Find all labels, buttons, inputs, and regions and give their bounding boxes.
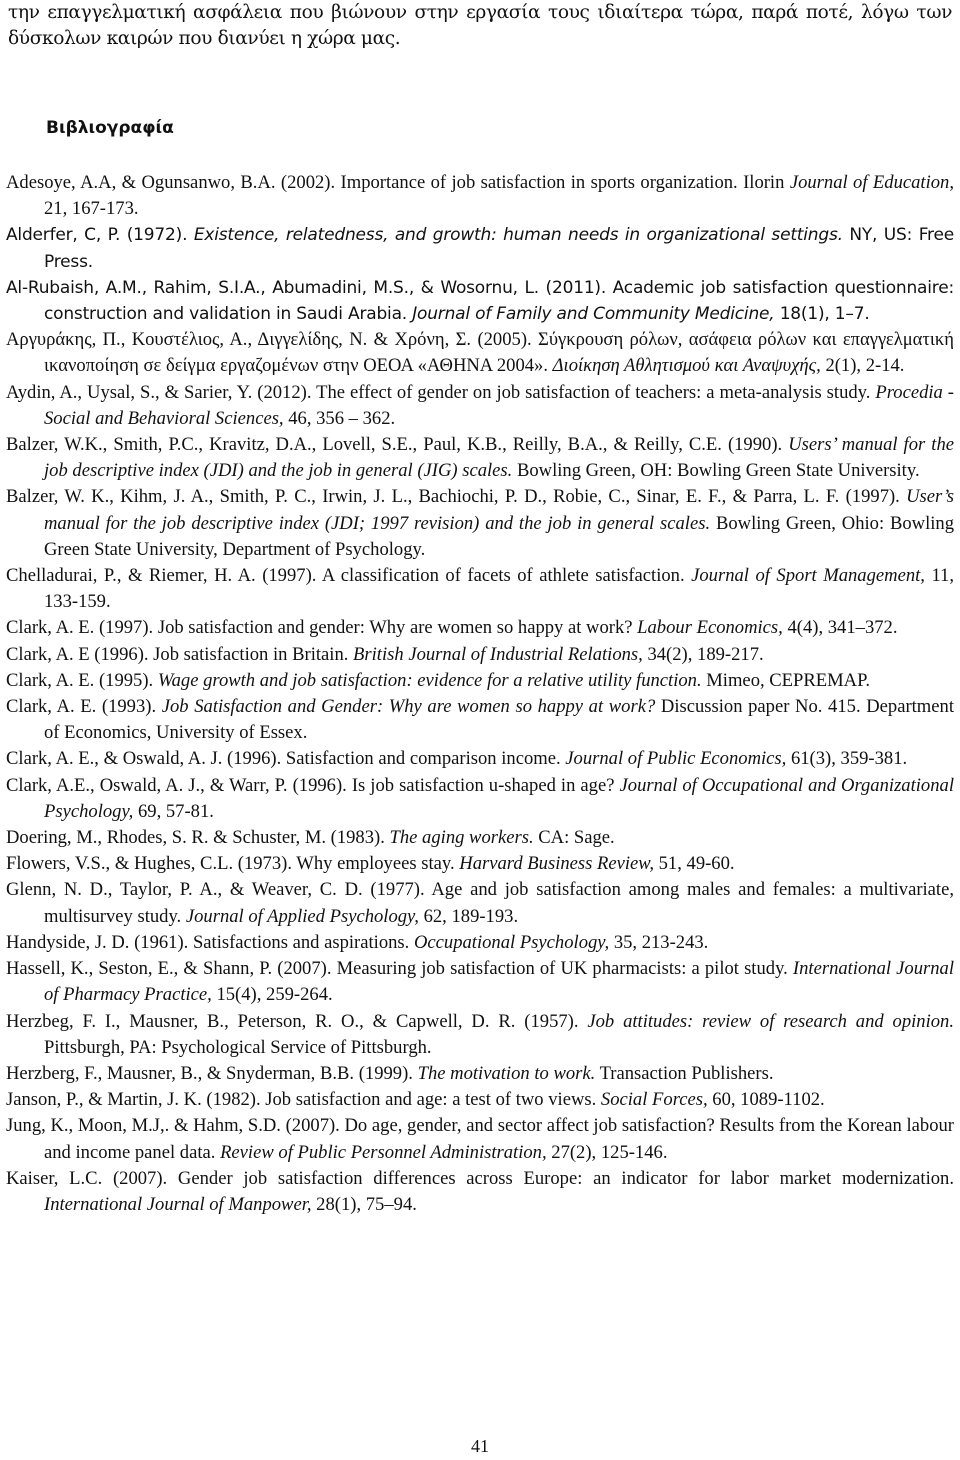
reference-authors-title: Clark, A. E. (1995). xyxy=(6,669,158,691)
reference-entry xyxy=(6,1009,954,1061)
reference-authors-title: Herzberg, F., Mausner, B., & Snyderman, B.B. (1999). xyxy=(6,1062,418,1084)
reference-authors-title: Clark, A. E. (1993). xyxy=(6,696,162,718)
reference-authors-title: Αργυράκης, Π., Κουστέλιος, Α., Διγγελίδης, Ν. & Χρόνη, Σ. (2005). Σύγκρουση ρόλων, ασάφεια ρόλων και επαγγελματική ικανοποίηση σε δείγμα εργαζομένων στην ΟΕΟΑ «ΑΘΗΝΑ 2004». xyxy=(6,329,954,377)
reference-entry xyxy=(6,877,954,929)
reference-details: 27(2), 125-146. xyxy=(546,1141,668,1163)
reference-entry xyxy=(6,930,954,956)
reference-details: 34(2), 189-217. xyxy=(642,643,764,665)
reference-source: The motivation to work. xyxy=(417,1062,596,1084)
reference-details: Bowling Green, Ohio: Bowling Green State University, Department of Psychology. xyxy=(44,512,955,560)
reference-entry xyxy=(6,615,954,641)
reference-source: Journal of Education, xyxy=(789,172,954,193)
reference-source: Job Satisfaction and Gender: Why are women so happy at work? xyxy=(161,696,656,718)
reference-entry xyxy=(6,746,954,772)
reference-authors-title: Flowers, V.S., & Hughes, C.L. (1973). Why employees stay. xyxy=(6,853,460,875)
reference-details: 46, 356 – 362. xyxy=(283,407,396,429)
reference-source: Occupational Psychology, xyxy=(413,931,610,953)
reference-source: The aging workers. xyxy=(389,827,534,849)
reference-source: Wage growth and job satisfaction: evidence for a relative utility function. xyxy=(157,669,702,691)
reference-authors-title: Adesoye, A.A, & Ogunsanwo, B.A. (2002). Importance of job satisfaction in sports organization. Ilorin xyxy=(6,172,790,193)
reference-entry xyxy=(6,1166,954,1218)
reference-source: International Journal of Manpower, xyxy=(44,1193,312,1215)
reference-authors-title: Aydin, A., Uysal, S., & Sarier, Y. (2012). The effect of gender on job satisfaction of teachers: a meta-analysis study. xyxy=(6,381,876,403)
reference-source: User’s manual for the job descriptive index (JDI; 1997 revision) and the job in general scales. xyxy=(44,486,954,534)
reference-details: 18(1), 1–7. xyxy=(774,304,870,325)
reference-list xyxy=(6,170,954,1218)
intro-paragraph: την επαγγελματική ασφάλεια που βιώνουν στην εργασία τους ιδιαίτερα τώρα, παρά ποτέ, λόγω των δύσκολων καιρών που διανύει η χώρα μας. xyxy=(8,2,952,49)
reference-details: 69, 57-81. xyxy=(133,800,214,822)
reference-entry xyxy=(6,484,954,563)
reference-source: Journal of Applied Psychology, xyxy=(185,905,419,927)
reference-entry xyxy=(6,694,954,746)
reference-entry xyxy=(6,825,954,851)
reference-entry xyxy=(6,222,954,274)
reference-authors-title: Kaiser, L.C. (2007). Gender job satisfaction differences across Europe: an indicator for labor market modernization. xyxy=(6,1167,954,1189)
reference-authors-title: Clark, A. E., & Oswald, A. J. (1996). Satisfaction and comparison income. xyxy=(6,748,566,770)
reference-details: 11, 133-159. xyxy=(44,565,955,613)
reference-details: NY, US: Free Press. xyxy=(44,225,954,272)
reference-authors-title: Balzer, W. K., Kihm, J. A., Smith, P. C., Irwin, J. L., Bachiochi, P. D., Robie, C., Sinar, E. F., & Parra, L. F. (1997). xyxy=(6,486,907,508)
reference-entry xyxy=(6,327,954,379)
reference-authors-title: Clark, A. E (1996). Job satisfaction in Britain. xyxy=(6,643,354,665)
reference-entry xyxy=(6,1087,954,1113)
reference-authors-title: Clark, A.E., Oswald, A. J., & Warr, P. (1996). Is job satisfaction u-shaped in age? xyxy=(6,774,620,796)
reference-entry xyxy=(6,851,954,877)
reference-authors-title: Jung, K., Moon, M.J,. & Hahm, S.D. (2007). Do age, gender, and sector affect job satisfaction? Results from the Korean labour and income panel data. xyxy=(6,1115,954,1163)
reference-source: Procedia - Social and Behavioral Sciences, xyxy=(44,381,954,429)
reference-source: Harvard Business Review, xyxy=(459,853,654,875)
reference-authors-title: Clark, A. E. (1997). Job satisfaction and gender: Why are women so happy at work? xyxy=(6,617,638,639)
reference-source: Existence, relatedness, and growth: human needs in organizational settings. xyxy=(193,225,843,246)
reference-details: 21, 167-173. xyxy=(44,198,139,220)
reference-details: 60, 1089-1102. xyxy=(707,1089,825,1111)
reference-details: 61(3), 359-381. xyxy=(786,748,908,770)
reference-details: 15(4), 259-264. xyxy=(211,984,333,1006)
reference-details: 51, 49-60. xyxy=(653,853,735,875)
reference-entry xyxy=(6,668,954,694)
reference-entry xyxy=(6,380,954,432)
reference-source: Journal of Family and Community Medicine, xyxy=(412,304,775,325)
reference-authors-title: Janson, P., & Martin, J. K. (1982). Job satisfaction and age: a test of two views. xyxy=(6,1089,601,1111)
reference-authors-title: Chelladurai, P., & Riemer, H. A. (1997). A classification of facets of athlete satisfaction. xyxy=(6,565,692,587)
reference-source: Review of Public Personnel Administration, xyxy=(220,1141,547,1163)
reference-source: International Journal of Pharmacy Practice, xyxy=(44,958,954,1006)
reference-authors-title: Glenn, N. D., Taylor, P. A., & Weaver, C. D. (1977). Age and job satisfaction among males and females: a multivariate, multisurvey study. xyxy=(6,879,954,927)
reference-authors-title: Hassell, K., Seston, E., & Shann, P. (2007). Measuring job satisfaction of UK pharmacists: a pilot study. xyxy=(6,958,793,980)
reference-entry xyxy=(6,1061,954,1087)
reference-authors-title: Doering, M., Rhodes, S. R. & Schuster, M. (1983). xyxy=(6,827,390,849)
reference-source: Journal of Public Economics, xyxy=(565,748,787,770)
reference-details: CA: Sage. xyxy=(533,827,615,849)
reference-authors-title: Alderfer, C, P. (1972). xyxy=(6,225,194,246)
reference-entry xyxy=(6,642,954,668)
reference-entry xyxy=(6,275,954,327)
reference-details: Mimeo, CEPREMAP. xyxy=(701,669,871,691)
reference-source: Journal of Sport Management, xyxy=(691,565,925,587)
reference-details: Transaction Publishers. xyxy=(595,1062,774,1084)
reference-entry xyxy=(6,956,954,1008)
reference-entry xyxy=(6,170,954,222)
reference-details: 62, 189-193. xyxy=(418,905,519,927)
reference-details: Pittsburgh, PA: Psychological Service of Pittsburgh. xyxy=(44,1036,432,1058)
reference-entry xyxy=(6,432,954,484)
reference-details: 2(1), 2-14. xyxy=(820,355,905,377)
reference-entry xyxy=(6,563,954,615)
reference-details: 4(4), 341–372. xyxy=(782,617,898,639)
reference-source: Users’ manual for the job descriptive index (JDI) and the job in general (JIG) scales. xyxy=(44,434,954,482)
page-number: 41 xyxy=(471,1436,489,1456)
reference-authors-title: Balzer, W.K., Smith, P.C., Kravitz, D.A., Lovell, S.E., Paul, K.B., Reilly, B.A., & Reilly, C.E. (1990). xyxy=(6,434,789,456)
reference-details: Bowling Green, OH: Bowling Green State University. xyxy=(512,460,920,482)
reference-details: 35, 213-243. xyxy=(609,931,709,953)
reference-source: Journal of Occupational and Organizational Psychology, xyxy=(44,774,954,822)
reference-source: Labour Economics, xyxy=(637,617,783,639)
reference-source: Job attitudes: review of research and opinion. xyxy=(587,1010,954,1032)
reference-details: Discussion paper No. 415. Department of Economics, University of Essex. xyxy=(44,696,954,744)
reference-source: Διοίκηση Αθλητισμού και Αναψυχής, xyxy=(552,355,821,377)
reference-entry xyxy=(6,773,954,825)
reference-source: Social Forces, xyxy=(600,1089,708,1111)
reference-entry xyxy=(6,1113,954,1165)
reference-authors-title: Al-Rubaish, A.M., Rahim, S.I.A., Abumadini, M.S., & Wosornu, L. (2011). Academic job satisfaction questionnaire: construction and validation in Saudi Arabia. xyxy=(6,277,954,325)
bibliography-heading: Βιβλιογραφία xyxy=(46,118,174,138)
reference-authors-title: Herzbeg, F. I., Mausner, B., Peterson, R. O., & Capwell, D. R. (1957). xyxy=(6,1010,588,1032)
reference-source: British Journal of Industrial Relations, xyxy=(353,643,643,665)
reference-details: 28(1), 75–94. xyxy=(311,1193,417,1215)
reference-authors-title: Handyside, J. D. (1961). Satisfactions and aspirations. xyxy=(6,931,414,953)
